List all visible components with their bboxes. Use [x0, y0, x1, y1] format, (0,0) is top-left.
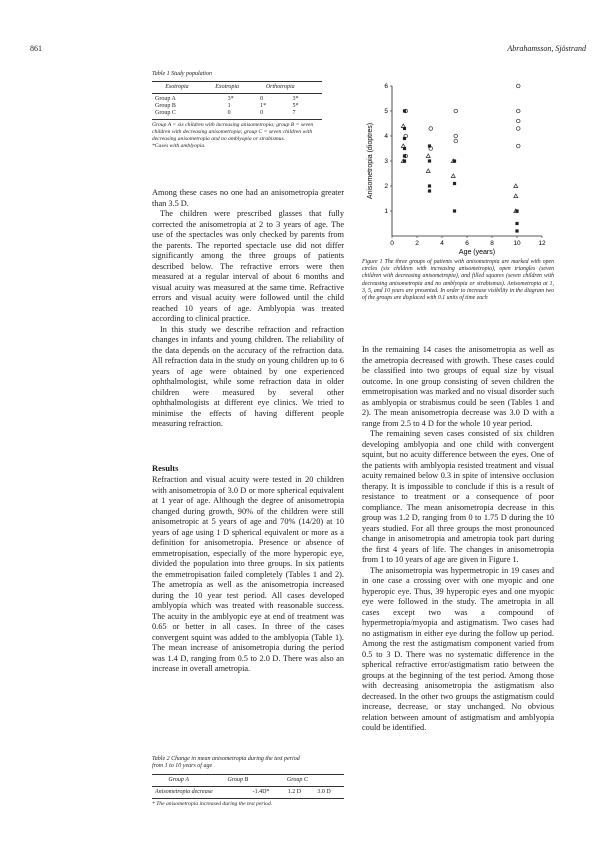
data-point-square	[515, 229, 518, 232]
data-point-square	[403, 137, 406, 140]
table1-header	[152, 84, 162, 91]
y-tick-label: 2	[384, 183, 388, 190]
table1-block	[152, 71, 322, 150]
y-axis-label: Anisometropia (dioptres)	[367, 122, 374, 200]
table2-footnote: * The anisometropia increased during the test period.	[152, 801, 273, 807]
data-point-circle	[516, 144, 520, 148]
table1-note: Group A = six children with increasing anisometropia; group B = seven children with decreasing anisometropia; group C = seven children with decreasing anisometropia and no amblyopia or strabismus.	[152, 122, 314, 142]
table2-header: Group A	[168, 777, 189, 783]
table1-cell: 0	[260, 96, 264, 102]
paragraph: The children were prescribed glasses that fully corrected the anisometropia at 2 to 3 years of age. The use of the spectacles was only checked by parents from the parents. The reported spectacle use did not differ significantly among the three groups of patients described below. The refractive errors were then measured at a regular interval of about 6 months and visual acuity was measured at the same time. Refractive errors and visual acuity were followed until the child reached 10 years of age. Amblyopia was treated according to clinical practice.	[152, 209, 344, 323]
table-row	[152, 789, 344, 796]
x-tick-label: 12	[538, 240, 546, 247]
data-point-triangle	[514, 184, 518, 188]
table1-cell: Group A	[155, 96, 176, 102]
table1-cell: Group C	[155, 110, 176, 116]
data-point-circle	[516, 109, 520, 113]
figure-1-chart	[352, 76, 552, 258]
left-column-text	[152, 188, 344, 430]
results-text	[152, 475, 344, 675]
x-tick-label: 2	[415, 240, 419, 247]
right-column-text	[362, 345, 554, 734]
table-row	[152, 103, 322, 110]
table2-header: Group B	[227, 777, 249, 783]
y-tick-label: 3	[384, 158, 388, 165]
data-point-square	[403, 159, 406, 162]
data-point-circle	[454, 109, 458, 113]
data-point-triangle	[451, 174, 455, 178]
table1-header: Orthotropia	[265, 84, 295, 90]
y-tick-label: 4	[384, 133, 388, 140]
data-point-square	[428, 159, 431, 162]
running-authors: Abrahamsson, Sjöstrand	[507, 44, 586, 53]
data-point-circle	[454, 139, 458, 143]
paragraph: In the remaining 14 cases the anisometropia as well as the ametropia decreased with growth. These cases could be classified into two groups of equal size by visual outcome. In one group consisting of seven children the emmetropisation was marked and no visual disorder such as amblyopia or strabismus could be seen (Tables 1 and 2). The mean anisometropia decrease was 3.0 D with a range from 2.5 to 4 D for the whole 10 year period.	[362, 345, 554, 428]
table2-header: Group C	[286, 777, 308, 783]
x-tick-label: 4	[440, 240, 444, 247]
data-point-square	[403, 109, 406, 112]
paragraph: The remaining seven cases consisted of six children developing amblyopia and one child with convergent squint, but no acuity difference between the eyes. One of the patients with amblyopia resisted treatment and visual acuity remained below 0.3 in spite of intensive occlusion therapy. It is impossible to conclude if this is a result of resistance to treatment or a consequence of poor compliance. The mean anisometropia decrease in this group was 1.2 D, ranging from 0 to 1.75 D during the 10 years studied. For all three groups the most pronounced change in anisometropia and ametropia took part during the first 4 years of life. The changes in anisometropia from 1 to 10 years of age are given in Figure 1.	[362, 429, 554, 564]
table1-cell: 1*	[260, 103, 267, 109]
table1-cell: 7	[292, 110, 296, 116]
x-tick-label: 6	[465, 240, 469, 247]
x-axis-label: Age (years)	[458, 249, 496, 256]
table1-cell: 3*	[292, 96, 299, 102]
figure-1-caption: Figure 1 The three groups of patients with anisometropia are marked with open circles (six children with increasing anisometropia), open triangles (seven children with decreasing anisometropia), and filled squares (seven children with decreasing anisometropia and no amblyopia or strabismus). Anisometropia at 1, 3, 5, and 10 years are presented. In order to increase visibility in the diagram two of the groups are displaced with 0.1 units of time each	[362, 259, 554, 302]
table-row	[152, 96, 322, 103]
data-point-circle	[454, 134, 458, 138]
table1-cell: Group B	[155, 103, 176, 109]
table2-cell: -1.4D*	[252, 789, 270, 795]
table1-cell: 0	[227, 110, 231, 116]
table1-footnote: *Cases with amblyopia.	[152, 143, 206, 149]
table1-header: Esotropia	[165, 84, 189, 90]
table2-cell: Anisometropia decrease	[155, 789, 213, 795]
table2-cell: 3.0 D	[317, 789, 331, 795]
data-point-square	[428, 184, 431, 187]
data-point-square	[428, 144, 431, 147]
data-point-square	[515, 209, 518, 212]
paragraph: Among these cases no one had an anisometropia greater than 3.5 D.	[152, 188, 344, 208]
data-point-circle	[516, 84, 520, 88]
y-tick-label: 5	[384, 108, 388, 115]
table2-caption: Table 2 Change in mean anisometropia during the test period from 1 to 10 years of age	[152, 756, 300, 769]
table1	[152, 84, 322, 91]
table-row	[152, 110, 322, 117]
table1-header: Exotropia	[215, 84, 240, 90]
table1-caption: Table 1 Study population	[152, 71, 212, 77]
table1-cell: 5*	[292, 103, 299, 109]
paragraph: Refraction and visual acuity were tested in 20 children with anisometropia of 3.0 D or more spherical equivalent at 1 year of age. Although the degree of anisometropia changed during growth, 90% of the children were still anisometropic at 5 years of age and 70% (14/20) at 10 years of age using 1 D spherical equivalent or more as a definition for anisometropia. Presence or absence of emmetropisation, especially of the more hyperopic eye, divided the population into three groups. In six patients the emmetropisation failed completely (Tables 1 and 2). The ametropia as well as the anisometropia increased during the 10 year test period. All cases developed amblyopia which was treated with reasonable success. The acuity in the amblyopic eye at end of treatment was 0.65 or better in all cases. In three of the cases convergent squint was added to the amblyopia (Table 1). The mean increase of anisometropia during the period was 1.4 D, ranging from 0.5 to 2.0 D. There was also an increase in overall ametropia.	[152, 475, 344, 673]
table1-cell: 0	[260, 110, 264, 116]
data-point-square	[403, 127, 406, 130]
data-point-triangle	[514, 194, 518, 198]
data-point-square	[515, 222, 518, 225]
paragraph: The anisometropia was hypermetropic in 19 cases and in one case a crossing over with one myopic and one hyperopic eye. Thus, 39 hyperopic eyes and one myopic eye were followed in the study. The ametropia in all cases except two was a compound of hypermetropia/myopia and astigmatism. Two cases had no astigmatism in either eye during the follow up period. Among the rest the astigmatism component varied from 0.5 to 3 D. There was no systematic difference in the spherical refractive error/astigmatism ratio between the groups at the beginning of the test period. Among those with decreasing anisometropia the astigmatism also decreased. In the other two groups the astigmatism could increase, decrease, or stay unchanged. No obvious relation between amount of astigmatism and amblyopia could be identified.	[362, 565, 554, 732]
table2-header	[152, 777, 165, 784]
data-point-square	[403, 147, 406, 150]
data-point-triangle	[426, 154, 430, 158]
data-point-triangle	[426, 169, 430, 173]
x-tick-label: 10	[513, 240, 521, 247]
paragraph: In this study we describe refraction and refraction changes in infants and young children. The reliability of the data depends on the accuracy of the refraction data. All refraction data in the study on young children up to 6 years of age were obtained by one experienced ophthalmologist, while some refraction data in older children were measured by several other ophthalmologists at different eye clinics. We tried to minimise the effects of having different people measuring refraction.	[152, 324, 344, 428]
x-tick-label: 0	[390, 240, 394, 247]
x-tick-label: 8	[490, 240, 494, 247]
table2-block	[152, 756, 344, 808]
data-point-square	[403, 154, 406, 157]
table1-cell: 3*	[227, 96, 234, 102]
y-tick-label: 6	[384, 83, 388, 90]
results-heading: Results	[152, 463, 179, 473]
data-point-square	[453, 182, 456, 185]
page-number: 861	[30, 44, 42, 53]
data-point-square	[453, 209, 456, 212]
table1-cell: 1	[227, 103, 231, 109]
data-point-square	[453, 159, 456, 162]
table2-cell: 1.2 D	[287, 789, 302, 795]
data-point-circle	[516, 119, 520, 123]
data-point-circle	[429, 127, 433, 131]
data-point-square	[428, 189, 431, 192]
y-tick-label: 1	[384, 208, 388, 215]
data-point-circle	[516, 127, 520, 131]
